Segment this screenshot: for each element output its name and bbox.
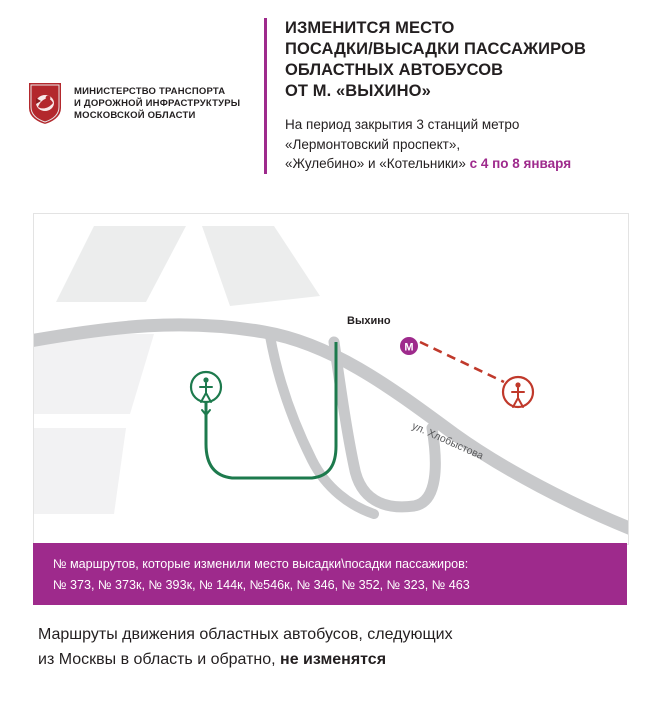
headline-line-4: ОТ М. «ВЫХИНО» (285, 82, 431, 100)
footer-line-1: Маршруты движения областных автобусов, следующих (38, 626, 453, 643)
street-label: ул. Хлобыстова (410, 420, 486, 463)
old-stop-marker (503, 377, 533, 407)
headline-line-1: ИЗМЕНИТСЯ МЕСТО (285, 19, 455, 37)
moscow-region-coat-of-arms-icon (26, 80, 64, 126)
subheadline (285, 115, 634, 174)
footer-line-2-bold: не изменятся (280, 651, 387, 668)
header (0, 0, 660, 174)
footer-line-2 (38, 647, 628, 672)
subhead-dates: с 4 по 8 января (469, 156, 572, 171)
old-route-line (420, 342, 504, 382)
ministry-line-3: МОСКОВСКОЙ ОБЛАСТИ (74, 110, 196, 121)
map-blocks (34, 224, 344, 514)
routes-banner-line-2: № 373, № 373к, № 393к, № 144к, №546к, № 346, № 352, № 323, № 463 (53, 578, 470, 592)
ministry-name (74, 80, 240, 122)
metro-station-label: Выхино (347, 315, 391, 327)
subhead-line-3-plain: «Жулебино» и «Котельники» (285, 156, 470, 171)
footer-line-2-plain: из Москвы в область и обратно, (38, 651, 281, 668)
headline-line-3: ОБЛАСТНЫХ АВТОБУСОВ (285, 61, 504, 79)
metro-station-marker (399, 336, 419, 356)
svg-text:M: M (404, 341, 414, 354)
new-stop-marker (191, 372, 221, 415)
footer-note (38, 622, 628, 672)
subhead-line-2: «Лермонтовский проспект», (285, 136, 461, 152)
headline-block (264, 18, 634, 174)
headline-line-2: ПОСАДКИ/ВЫСАДКИ ПАССАЖИРОВ (285, 40, 586, 58)
ministry-line-1: МИНИСТЕРСТВО ТРАНСПОРТА (74, 86, 226, 97)
subhead-line-1: На период закрытия 3 станций метро (285, 117, 520, 132)
subhead-line-3 (285, 154, 634, 174)
ministry-line-2: И ДОРОЖНОЙ ИНФРАСТРУКТУРЫ (74, 98, 241, 109)
map-panel (33, 213, 629, 545)
map-graphic (34, 214, 628, 544)
page-title (285, 18, 634, 102)
routes-banner-line-1: № маршрутов, которые изменили место высадки\посадки пассажиров: (53, 557, 469, 571)
ministry-brand (26, 18, 256, 174)
routes-banner (33, 543, 627, 605)
